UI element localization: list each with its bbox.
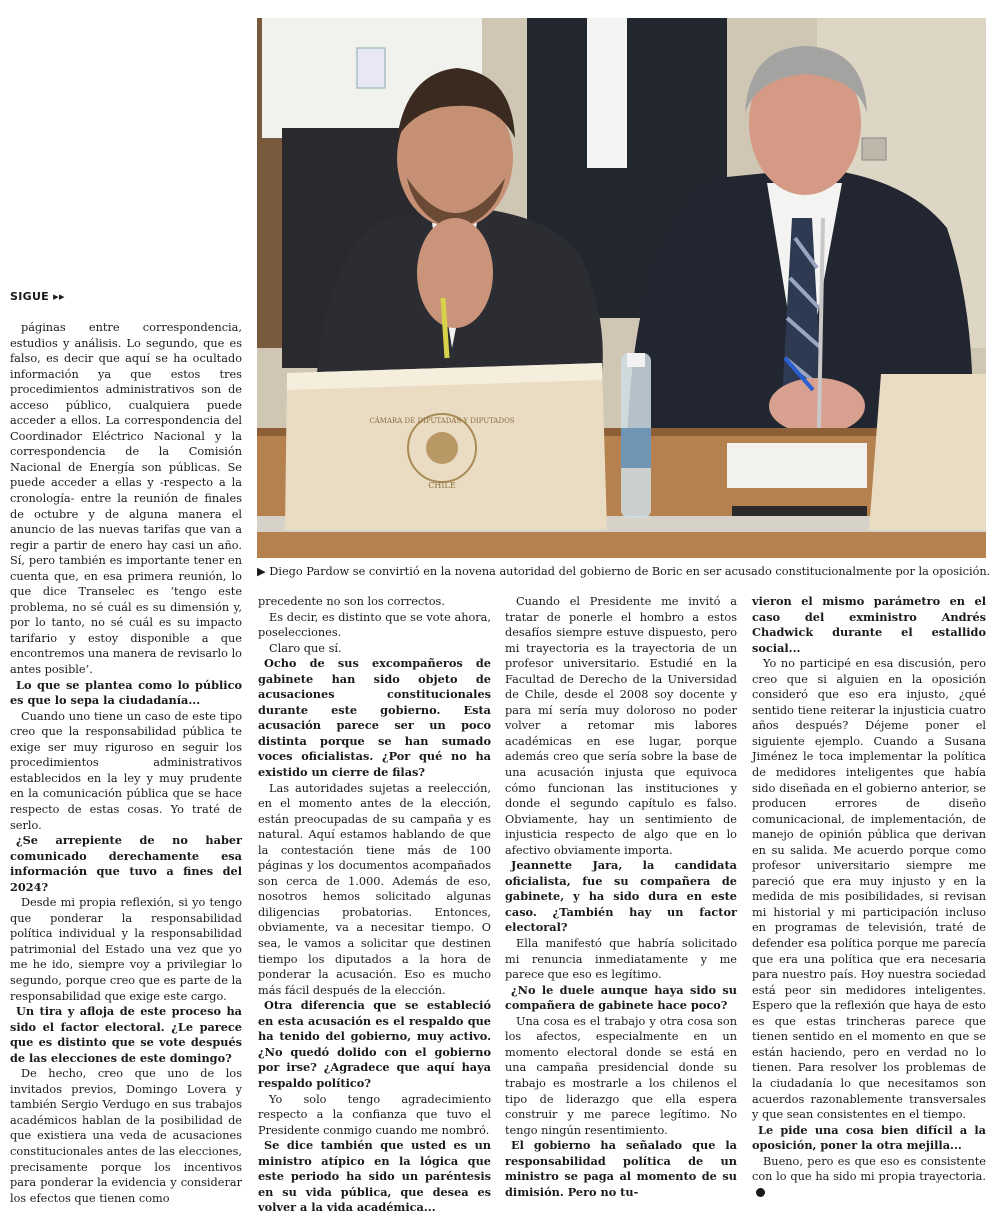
interview-question bbox=[505, 1138, 737, 1200]
interview-question bbox=[10, 678, 242, 709]
interview-answer bbox=[258, 610, 491, 641]
paragraph-text: Lo que se plantea como lo público es que lo sepa la ciudadanía... bbox=[10, 677, 242, 708]
paragraph-text: Desde mi propia reflexión, si yo tengo que ponderar la responsabilidad política individual y la responsabilidad patrimonial del Estado una vez que yo me he ido, siempre voy a privilegiar lo segundo, porque creo que es parte de la responsabilidad que exige este cargo. bbox=[10, 896, 242, 1003]
end-of-article-icon bbox=[756, 1188, 765, 1197]
paragraph-text: Jeannette Jara, la candidata oficialista, fue su compañera de gabinete, y ha sido dura en este caso. ¿También hay un factor electoral? bbox=[505, 858, 737, 935]
interview-question bbox=[505, 858, 737, 936]
paragraph-text: ¿No le duele aunque haya sido su compañera de gabinete hace poco? bbox=[505, 982, 737, 1013]
lectern-text-bottom: CHILE bbox=[428, 481, 456, 490]
paragraph-text: Otra diferencia que se estableció en esta acusación es el respaldo que ha tenido del gobierno, muy activo. ¿No quedó dolido con el gobierno por irse? ¿Agradece que aquí haya respaldo político? bbox=[258, 998, 491, 1090]
paragraph-text: De hecho, creo que uno de los invitados previos, Domingo Lovera y también Sergio Verdugo en sus trabajos académicos hablan de la posibilidad de que existiera una veda de acusaciones constitucionales antes de las elecciones, precisamente porque los incentivos para ponderar la evidencia y considerar los efectos que tienen como bbox=[10, 1067, 242, 1205]
interview-answer bbox=[258, 641, 491, 657]
caption-arrow-icon: ▶ bbox=[257, 565, 266, 578]
article-column-3 bbox=[505, 594, 737, 1199]
photo-illustration bbox=[257, 18, 986, 558]
interview-question bbox=[258, 998, 491, 1091]
interview-answer bbox=[10, 320, 242, 678]
paragraph-text: Bueno, pero es que eso es consistente con lo que ha sido mi propia trayectoria. bbox=[752, 1154, 986, 1184]
paragraph-text: Se dice también que usted es un ministro atípico en la lógica que este periodo ha sido un paréntesis en su vida pública, que desea es volver a la vida académica... bbox=[258, 1138, 491, 1215]
photo-caption bbox=[257, 562, 991, 582]
paragraph-text: páginas entre correspondencia, estudios y análisis. Lo segundo, que es falso, es decir que aquí se ha ocultado información ya que estos tres procedimientos administrativos son de acceso público, cualquiera puede acceder a ellos. La correspondencia del Coordinador Eléctrico Nacional y la correspondencia de la Comisión Nacional de Energía son públicas. Se puede acceder a ellas y -respecto a la cronología- entre la reunión de finales de octubre y de alguna manera el anuncio de las nuevas tarifas que van a regir a partir de enero hay casi un año. Sí, pero también es importante tener en cuenta que, en esa primera reunión, lo que dice Transelec es ‘tengo este problema, no sé cuál es su dimensión y, por lo tanto, no sé cuál es su impacto tarifario y estoy disponible a que encontremos una manera de revisarlo lo antes posible’. bbox=[10, 321, 242, 677]
paragraph-text: precedente no son los correctos. bbox=[258, 595, 445, 608]
interview-question bbox=[10, 833, 242, 895]
interview-answer bbox=[10, 895, 242, 1004]
paragraph-text: ¿Se arrepiente de no haber comunicado derechamente esa información que tuvo a fines del 2024? bbox=[10, 833, 242, 894]
interview-question bbox=[505, 983, 737, 1014]
paragraph-text: Ocho de sus excompañeros de gabinete han sido objeto de acusaciones constitucionales durante este gobierno. Esta acusación parece ser un poco distinta porque se han sumado voces oficialistas. ¿Por qué no ha existido un cierre de filas? bbox=[258, 656, 491, 780]
continued-label: SIGUE ▸▸ bbox=[10, 290, 65, 303]
paragraph-text: Un tira y afloja de este proceso ha sido el factor electoral. ¿Le parece que es distinto que se vote después de las elecciones de este domingo? bbox=[10, 1004, 242, 1065]
paragraph-text: vieron el mismo parámetro en el caso del exministro Andrés Chadwick durante el estallido social... bbox=[752, 594, 986, 655]
paragraph-text: Cuando uno tiene un caso de este tipo creo que la responsabilidad pública te exige ser muy riguroso en seguir los procedimientos administrativos establecidos en la ley y muy prudente en la comunicación pública que se hace respecto de estas cosas. Yo traté de serlo. bbox=[10, 709, 242, 832]
article-photo bbox=[257, 18, 986, 558]
paragraph-text: El gobierno ha señalado que la responsabilidad política de un ministro se paga al momento de su dimisión. Pero no tu- bbox=[505, 1138, 737, 1199]
paragraph-text: Las autoridades sujetas a reelección, en el momento antes de la elección, están preocupadas de su campaña y es natural. Aquí estamos hablando de que la contestación tiene más de 100 páginas y los documentos acompañados son cerca de 1.000. Además de eso, nosotros hemos solicitado algunas diligencias probatorias. Entonces, obviamente, va a necesitar tiempo. O sea, le vamos a solicitar que destinen tiempo los diputados a la hora de ponderar la acusación. Eso es mucho más fácil después de la elección. bbox=[258, 781, 491, 997]
interview-answer bbox=[505, 1014, 737, 1138]
paragraph-text: Cuando el Presidente me invitó a tratar de ponerle el hombro a estos desafíos siempre estuve dispuesto, pero mi trayectoria es la trayectoria de un profesor universitario. Estudié en la Facultad de Derecho de la Universidad de Chile, desde el 2008 soy docente y para mí sería muy doloroso no poder volver a retomar mis labores académicas en ese lugar, porque además creo que sería sobre la base de una acusación injusta que equivoca cómo funcionan las instituciones y donde el segundo capítulo es falso. Obviamente, hay un sentimiento de injusticia respecto de algo que en lo afectivo obviamente importa. bbox=[505, 595, 737, 857]
interview-answer bbox=[10, 709, 242, 833]
interview-question bbox=[258, 1138, 491, 1216]
interview-question bbox=[10, 1004, 242, 1066]
paragraph-text: Ella manifestó que habría solicitado mi renuncia inmediatamente y me parece que eso es legítimo. bbox=[505, 937, 737, 982]
article-column-1 bbox=[10, 320, 242, 1205]
paragraph-text: Yo no participé en esa discusión, pero creo que si alguien en la oposición consideró que eso era injusto, ¿qué sentido tiene reiterar la injusticia cuatro años después? Déjeme poner el siguiente ejemplo. Cuando a Susana Jiménez le toca implementar la política de medidores inteligentes que había sido diseñada en el gobierno anterior, se producen errores de diseño comunicacional, de implementación, de manejo de opinión pública que derivan en su salida. Me acuerdo porque como profesor universitario siempre me pareció que era muy injusto y en la medida de mis posibilidades, si revisan mi historial y mi participación incluso en programas de televisión, traté de defender esa política porque me parecía que era una política que era necesaria para nuestro país. Hoy nuestra sociedad está peor sin medidores inteligentes. Espero que la reflexión que haya de esto es que estas trincheras parece que tienen sentido en el momento en que se están haciendo, pero en verdad no lo tienen. Para resolver los problemas de la ciudadanía lo que necesitamos son acuerdos razonablemente transversales y que sean consistentes en el tiempo. bbox=[752, 657, 986, 1122]
interview-question bbox=[752, 594, 986, 656]
article-column-2 bbox=[258, 594, 491, 1215]
paragraph-text: Una cosa es el trabajo y otra cosa son los afectos, especialmente en un momento electoral donde se está en una campaña presidencial donde su trabajo es mostrarle a los chilenos el tipo de liderazgo que ella espera construir y me parece legítimo. No tengo ningún resentimiento. bbox=[505, 1014, 737, 1137]
interview-answer bbox=[505, 594, 737, 858]
interview-answer bbox=[752, 1154, 986, 1201]
interview-answer bbox=[752, 656, 986, 1122]
interview-answer bbox=[10, 1066, 242, 1206]
paragraph-text: Yo solo tengo agradecimiento respecto a la confianza que tuvo el Presidente conmigo cuando me nombró. bbox=[258, 1092, 491, 1137]
paragraph-text: Claro que sí. bbox=[269, 641, 342, 655]
interview-answer bbox=[258, 1092, 491, 1139]
paragraph-text: Le pide una cosa bien difícil a la oposición, poner la otra mejilla... bbox=[752, 1122, 986, 1153]
article-column-4 bbox=[752, 594, 986, 1184]
interview-question bbox=[258, 656, 491, 780]
interview-question bbox=[752, 1123, 986, 1154]
paragraph-text: Es decir, es distinto que se vote ahora, poselecciones. bbox=[258, 610, 491, 640]
interview-answer bbox=[258, 594, 491, 610]
interview-answer bbox=[258, 781, 491, 999]
lectern-text-top: CÁMARA DE DIPUTADAS Y DIPUTADOS bbox=[369, 417, 515, 425]
interview-answer bbox=[505, 936, 737, 983]
caption-text: Diego Pardow se convirtió en la novena autoridad del gobierno de Boric en ser acusado constitucionalmente por la oposición. bbox=[265, 565, 991, 578]
